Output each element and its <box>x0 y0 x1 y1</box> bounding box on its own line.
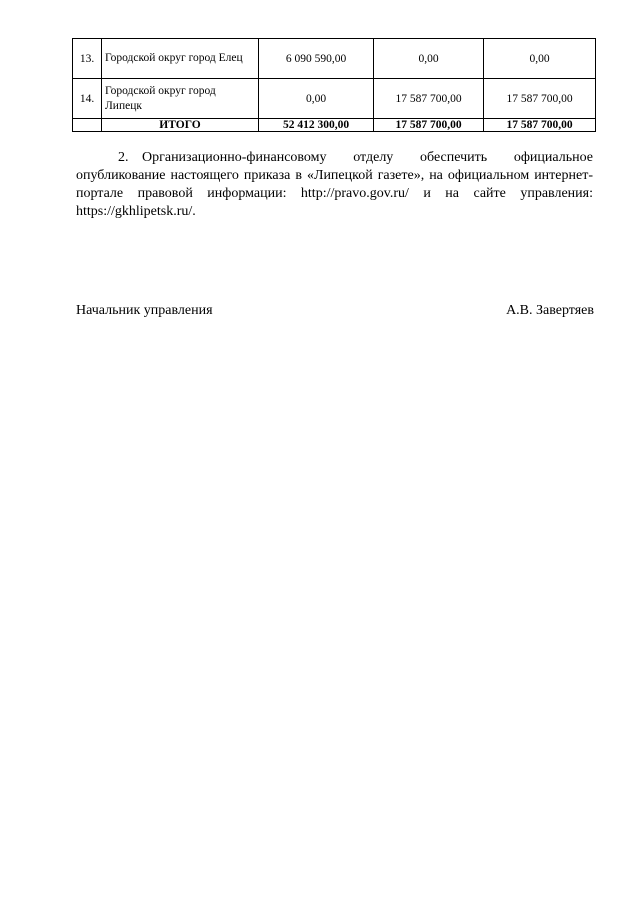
total-amount: 17 587 700,00 <box>484 119 596 132</box>
table-row <box>73 39 596 79</box>
paragraph-number: 2. <box>118 150 129 165</box>
amount-cell: 0,00 <box>484 39 596 79</box>
total-row <box>73 119 596 132</box>
total-label: ИТОГО <box>102 119 259 132</box>
paragraph-text: Организационно-финансовому отделу обеспечить официальное опубликование настоящего приказа в «Липецкой газете», на официальном интернет-портале правовой информации: http://pravo.gov.ru/ и на сайте управления: https://gkhlipetsk.ru/. <box>76 150 593 219</box>
amount-cell: 17 587 700,00 <box>484 79 596 119</box>
total-amount: 52 412 300,00 <box>259 119 374 132</box>
row-number: 13. <box>73 39 102 79</box>
amount-cell: 0,00 <box>259 79 374 119</box>
amount-cell: 17 587 700,00 <box>374 79 484 119</box>
municipality-name: Городской округ город Елец <box>102 39 259 79</box>
budget-table <box>72 38 596 132</box>
amount-cell: 6 090 590,00 <box>259 39 374 79</box>
row-number: 14. <box>73 79 102 119</box>
signature-name: А.В. Завертяев <box>506 303 594 318</box>
signature-title: Начальник управления <box>76 303 213 318</box>
municipality-name: Городской округ город Липецк <box>102 79 259 119</box>
paragraph-2 <box>76 149 593 221</box>
total-amount: 17 587 700,00 <box>374 119 484 132</box>
amount-cell: 0,00 <box>374 39 484 79</box>
total-empty-cell <box>73 119 102 132</box>
table-row <box>73 79 596 119</box>
